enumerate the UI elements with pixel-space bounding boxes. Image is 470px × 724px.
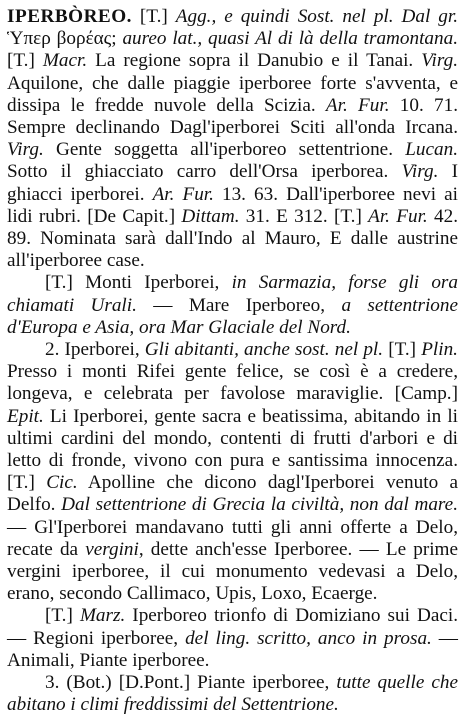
text-run: — Mare Iperboreo,	[136, 294, 342, 316]
text-run: Ὑπερ βορέας	[7, 28, 112, 50]
italic-text-run: vergini	[85, 538, 139, 560]
text-run: , dette anch'esse Iperboree. — Le prime vergini iperboree, il cui monumento vedevasi a Delo, erano, secondo Callimaco, Upis, Loxo, Ecaerge.	[7, 538, 458, 605]
text-run: ;	[111, 28, 123, 50]
text-run: Iperboreo trionfo di Domiziano sui Daci. — Regioni iperboree,	[7, 605, 459, 649]
text-run: 31. E 312. [T.]	[239, 205, 369, 227]
italic-text-run: Virg.	[401, 161, 439, 183]
headword: IPERBÒREO.	[7, 6, 132, 27]
italic-text-run: Agg., e quindi Sost. nel pl. Dal gr.	[175, 6, 458, 27]
italic-text-run: Marz.	[79, 605, 126, 627]
italic-text-run: Ar. Fur.	[368, 205, 428, 227]
italic-text-run: Epit.	[7, 405, 44, 427]
text-run: I ghiacci iperborei.	[7, 161, 459, 205]
text-run: — Animali, Piante iperboree.	[7, 627, 458, 671]
italic-text-run: Cic.	[46, 472, 78, 494]
text-run: Sotto il ghiacciato carro dell'Orsa iperborea.	[7, 161, 402, 183]
italic-text-run: Dittam.	[181, 205, 240, 227]
entry-marz-paragraph	[7, 605, 458, 672]
italic-text-run: Virg.	[7, 139, 44, 161]
text-run: Gente soggetta all'iperboreo settentrione.	[43, 139, 406, 161]
entry-mountains-sea-paragraph	[7, 272, 458, 339]
italic-text-run: Plin.	[421, 339, 458, 361]
italic-text-run: Gli abitanti, anche sost. nel pl.	[144, 339, 384, 361]
italic-text-run: Virg.	[421, 50, 459, 72]
text-run: 10. 71. Sempre declinando Dagl'iperborei Sciti all'onda Ircana.	[7, 94, 458, 139]
italic-text-run: Lucan.	[405, 139, 458, 161]
entry-sense-2-paragraph	[7, 339, 458, 605]
text-run: 42. 89. Nominata sarà dall'Indo al Mauro, E dalle austrine all'iperboree case.	[7, 205, 459, 272]
text-run: 3. (Bot.) [D.Pont.] Piante iperboree,	[45, 672, 337, 694]
text-run: [T.]	[383, 339, 422, 361]
text-run: [T.]	[131, 6, 176, 27]
text-run: Presso i monti Rifei gente felice, se così è a credere, longeva, e celebrata per favolose maraviglie. [Camp.]	[7, 361, 458, 405]
italic-text-run: Ar. Fur.	[325, 94, 390, 116]
italic-text-run: tutte quelle che abitano i climi freddissimi del Settentrione.	[7, 672, 458, 716]
italic-text-run: Ar. Fur.	[152, 183, 214, 205]
text-run: — Gl'Iperborei mandavano tutti gli anni offerte a Delo, recate da	[7, 516, 458, 560]
text-run: [T.] Monti Iperborei,	[45, 272, 232, 294]
text-run: La regione sopra il Danubio e il Tanai.	[87, 50, 422, 72]
entry-definition-paragraph	[7, 6, 458, 272]
text-run: [T.]	[45, 605, 80, 627]
italic-text-run: a settentrione d'Europa e Asia, ora Mar Glaciale del Nord.	[7, 294, 459, 338]
italic-text-run: Dal settentrione di Grecia la civiltà, non dal mare.	[61, 494, 458, 516]
text-run: 13. 63. Dall'iperboree nevi ai lidi rubri. [De Capit.]	[7, 183, 458, 227]
entry-sense-3-botany-paragraph	[7, 672, 458, 716]
text-run: Apolline che dicono dagl'Iperborei venuto a Delfo.	[7, 472, 458, 516]
text-run: 2. Iperborei,	[45, 339, 145, 361]
italic-text-run: in Sarmazia, forse gli ora chiamati Urali.	[7, 272, 458, 316]
italic-text-run: aureo lat., quasi Al di là della tramontana.	[122, 28, 458, 50]
text-run: Li Iperborei, gente sacra e beatissima, abitando in li ultimi cardini del mondo, contenti di frutti d'arbori e di letto di fronde, vivono con pura e santissima innocenza. [T.]	[7, 405, 458, 494]
text-run: [T.]	[7, 50, 43, 72]
italic-text-run: del ling. scritto, anco in prosa.	[185, 627, 432, 649]
italic-text-run: Macr.	[42, 50, 88, 72]
text-run: Aquilone, che dalle piaggie iperboree forte s'avventa, e dissipa le fredde nuvole della Scizia.	[7, 72, 458, 116]
